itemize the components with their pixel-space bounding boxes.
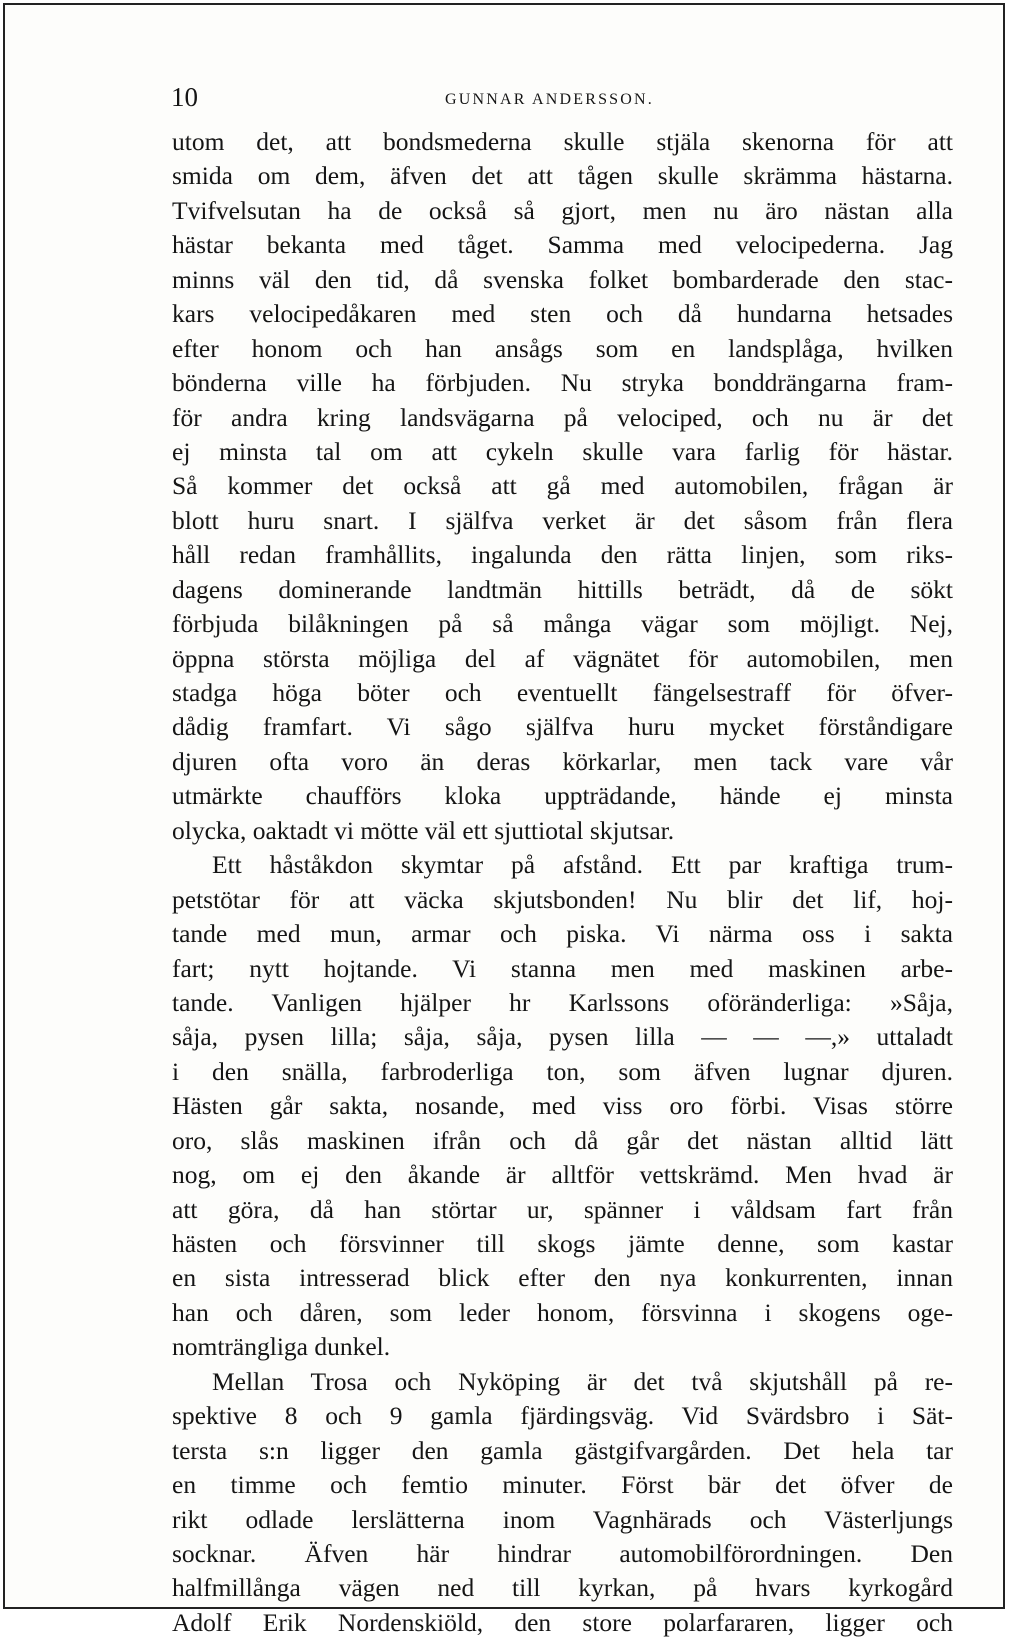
text-line: Mellan Trosa och Nyköping är det två skjutshåll på re-: [212, 1366, 953, 1396]
text-line: en sista intresserad blick efter den nya konkurrenten, innan: [172, 1263, 953, 1293]
text-line: bönderna ville ha förbjuden. Nu stryka bonddrängarna fram-: [172, 368, 953, 398]
text-line: såja, pysen lilla; såja, såja, pysen lilla — — —,» uttaladt: [172, 1022, 953, 1052]
text-line: utmärkte chaufförs kloka uppträdande, hände ej minsta: [172, 781, 953, 811]
text-line: öppna största möjliga del af vägnätet för automobilen, men: [172, 643, 953, 673]
text-line: smida om dem, äfven det att tågen skulle skrämma hästarna.: [172, 161, 953, 191]
text-line: stadga höga böter och eventuellt fängelsestraff för öfver-: [172, 678, 953, 707]
text-line: tande med mun, armar och piska. Vi närma oss i sakta: [172, 919, 953, 949]
text-line: att göra, då han störtar ur, spänner i våldsam fart från: [172, 1194, 953, 1224]
text-line: en timme och femtio minuter. Först bär det öfver de: [172, 1470, 953, 1500]
text-line: han och dåren, som leder honom, försvinna i skogens oge-: [172, 1297, 953, 1327]
text-line: spektive 8 och 9 gamla fjärdingsväg. Vid Svärdsbro i Sät-: [172, 1401, 953, 1431]
text-line: rikt odlade lerslätterna inom Vagnhärads och Västerljungs: [172, 1504, 953, 1534]
text-line: tersta s:n ligger den gamla gästgifvargården. Det hela tar: [172, 1435, 953, 1465]
text-line: nog, om ej den åkande är alltför vettskrämd. Men hvad är: [172, 1160, 953, 1190]
text-line: utom det, att bondsmederna skulle stjäla skenorna för att: [172, 127, 953, 156]
text-line: olycka, oaktadt vi mötte väl ett sjuttiotal skjutsar.: [172, 815, 675, 845]
text-line: petstötar för att väcka skjutsbonden! Nu blir det lif, hoj-: [172, 884, 953, 914]
text-line: fart; nytt hojtande. Vi stanna men med maskinen arbe-: [172, 953, 953, 983]
page-number: 10: [171, 82, 198, 112]
text-line: Adolf Erik Nordenskiöld, den store polarfararen, ligger och: [172, 1607, 953, 1637]
text-line: nomträngliga dunkel.: [172, 1332, 391, 1362]
text-line: minns väl den tid, då svenska folket bombarderade den stac-: [172, 264, 953, 294]
text-line: efter honom och han ansågs som en landsplåga, hvilken: [172, 333, 953, 363]
text-line: dagens dominerande landtmän hittills beträdt, då de sökt: [172, 574, 953, 604]
text-line: i den snälla, farbroderliga ton, som äfven lugnar djuren.: [172, 1056, 953, 1086]
text-line: dådig framfart. Vi sågo själfva huru mycket förståndigare: [172, 712, 953, 742]
text-line: Hästen går sakta, nosande, med viss oro förbi. Visas större: [172, 1091, 953, 1121]
text-line: socknar. Äfven här hindrar automobilförordningen. Den: [172, 1538, 953, 1568]
running-head: GUNNAR ANDERSSON.: [445, 91, 654, 108]
body-text: [172, 125, 953, 1640]
text-line: djuren ofta voro än deras körkarlar, men tack vare vår: [172, 746, 953, 776]
page-scan: [3, 3, 1005, 1637]
text-line: hästen och försvinner till skogs jämte denne, som kastar: [172, 1229, 953, 1258]
text-line: oro, slås maskinen ifrån och då går det nästan alltid lätt: [172, 1125, 953, 1155]
text-line: Så kommer det också att gå med automobilen, frågan är: [172, 471, 953, 501]
text-line: hästar bekanta med tåget. Samma med velocipederna. Jag: [172, 230, 953, 260]
text-line: halfmillånga vägen ned till kyrkan, på hvars kyrkogård: [172, 1573, 953, 1603]
text-line: blott huru snart. I själfva verket är det såsom från flera: [172, 505, 953, 535]
text-line: Ett håståkdon skymtar på afstånd. Ett par kraftiga trum-: [212, 850, 953, 880]
text-line: förbjuda bilåkningen på så många vägar som möjligt. Nej,: [172, 609, 953, 639]
text-line: kars velocipedåkaren med sten och då hundarna hetsades: [172, 299, 953, 329]
text-line: för andra kring landsvägarna på velociped, och nu är det: [172, 402, 953, 432]
text-line: ej minsta tal om att cykeln skulle vara farlig för hästar.: [172, 436, 953, 466]
text-line: håll redan framhållits, ingalunda den rätta linjen, som riks-: [172, 540, 953, 570]
text-line: Tvifvelsutan ha de också så gjort, men nu äro nästan alla: [172, 195, 953, 225]
text-line: tande. Vanligen hjälper hr Karlssons oföränderliga: »Såja,: [172, 987, 953, 1017]
